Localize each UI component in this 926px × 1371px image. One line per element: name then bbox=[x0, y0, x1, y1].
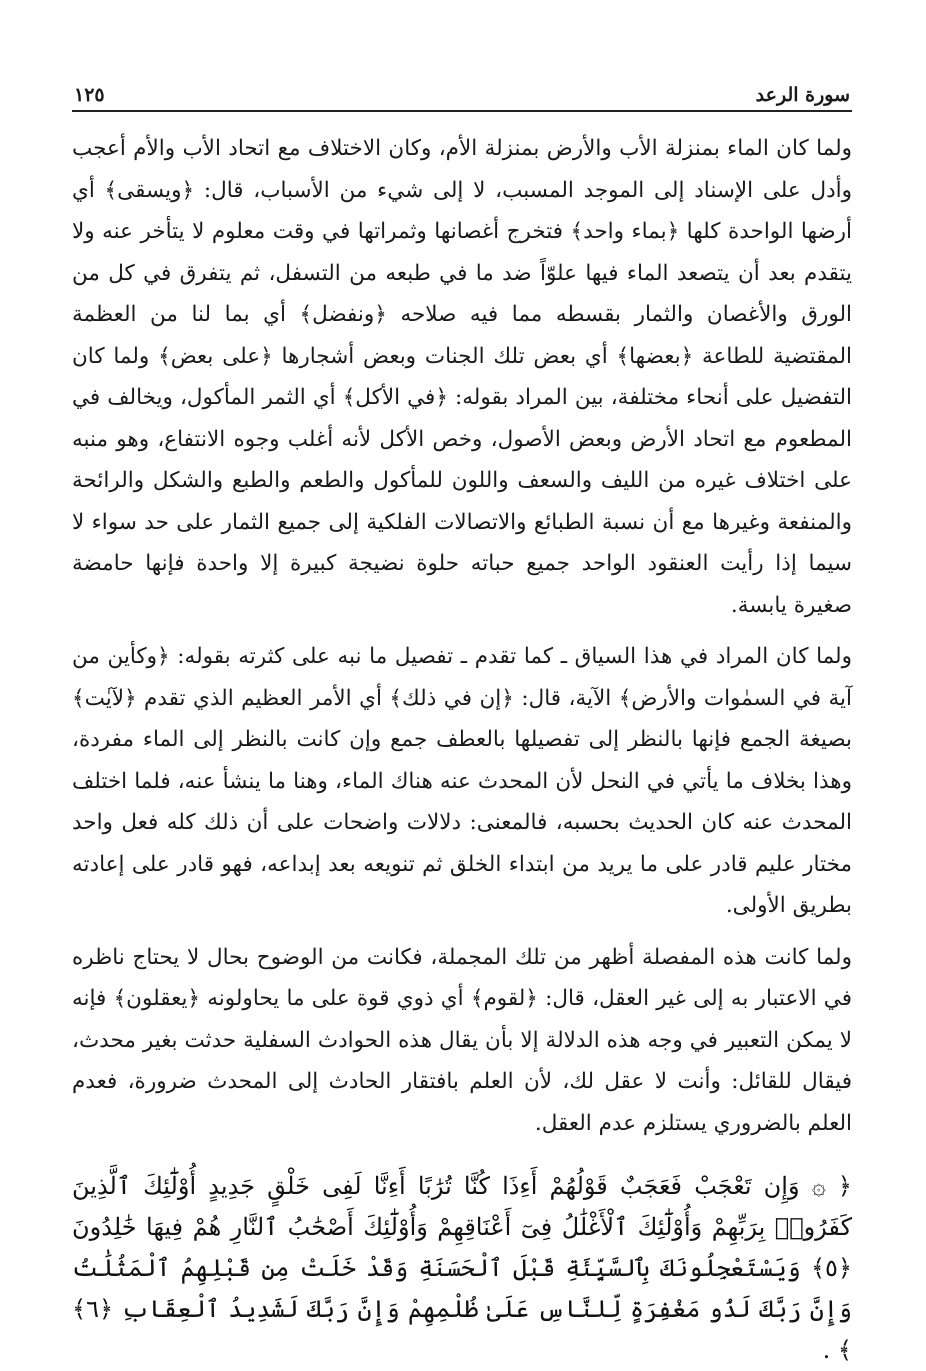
book-page bbox=[72, 70, 852, 1371]
paragraph-3: ولما كانت هذه المفصلة أظهر من تلك المجملة، فكانت من الوضوح بحال لا يحتاج ناظره في الاعتبار به إلى غير العقل، قال: ﴿لقوم﴾ أي ذوي قوة على ما يحاولونه ﴿يعقلون﴾ فإنه لا يمكن التعبير في وجه هذه الدلالة إلا بأن يقال هذه الحوادث السفلية حدثت بغير محدث، فيقال للقائل: وأنت لا عقل لك، لأن العلم بافتقار الحادث إلى المحدث ضرورة، فعدم العلم بالضروري يستلزم عدم العقل. bbox=[72, 944, 852, 1136]
body-text bbox=[72, 128, 852, 1144]
paragraph-2: ولما كان المراد في هذا السياق ـ كما تقدم ـ تفصيل ما نبه على كثرته بقوله: ﴿وكأين من آية في السمٰوات والأرض﴾ الآية، قال: ﴿إن في ذلك﴾ أي الأمر العظيم الذي تقدم ﴿لآيٰت﴾ بصيغة الجمع فإنها بالنظر إلى تفصيلها بالعطف جمع وإن كانت بالنظر إلى الماء مفردة، وهذا بخلاف ما يأتي في النحل لأن المحدث عنه هناك الماء، وهنا ما ينشأ عنه، فلما اختلف المحدث عنه كان الحديث بحسبه، فالمعنى: دلالات واضحات على أن ذلك كله فعل واحد مختار عليم قادر على ما يريد من ابتداء الخلق ثم تنويعه بعد إبداعه، فهو قادر على إعادته بطريق الأولى. bbox=[72, 644, 852, 918]
surah-title: سورة الرعد bbox=[755, 84, 850, 106]
paragraph-1: ولما كان الماء بمنزلة الأب والأرض بمنزلة الأم، وكان الاختلاف مع اتحاد الأب والأم أعجب وأدل على الإسناد إلى الموجد المسبب، لا إلى شيء من الأسباب، قال: ﴿ويسقى﴾ أي أرضها الواحدة كلها ﴿بماء واحد﴾ فتخرج أغصانها وثمراتها في وقت معلوم لا يتأخر عنه ولا يتقدم بعد أن يتصعد الماء فيها علوّاً ضد ما في طبعه من التسفل، ثم يتفرق في كل من الورق والأغصان والثمار بقسطه مما فيه صلاحه ﴿ونفضل﴾ أي بما لنا من العظمة المقتضية للطاعة ﴿بعضها﴾ أي بعض تلك الجنات وبعض أشجارها ﴿على بعض﴾ ولما كان التفضيل على أنحاء مختلفة، بين المراد بقوله: ﴿في الأكل﴾ أي الثمر المأكول، ويخالف في المطعوم مع اتحاد الأرض وبعض الأصول، وخص الأكل لأنه أغلب وجوه الانتفاع، وهو منبه على اختلاف غيره من الليف والسعف واللون للمأكول والطعم والطبع والشكل والرائحة والمنفعة وغيرها مع أن نسبة الطبائع والاتصالات الفلكية إلى جميع الثمار على حد سواء لا سيما إذا رأيت العنقود الواحد جميع حباته حلوة نضيجة كبيرة إلا واحدة فإنها حامضة صغيرة يابسة. bbox=[72, 136, 852, 618]
quran-verse-block: ﴿ ۞ وَإِن تَعْجَبْ فَعَجَبٌ قَوْلُهُمْ أَءِذَا كُنَّا تُرَٰبًا أَءِنَّا لَفِى خَلْقٍ جَدِيدٍ أُوْلَٰٓئِكَ ٱلَّذِينَ كَفَرُوا۟ بِرَبِّهِمْ وَأُوْلَٰٓئِكَ ٱلْأَغْلَٰلُ فِىٓ أَعْنَاقِهِمْ وَأُوْلَٰٓئِكَ أَصْحَٰبُ ٱلنَّارِ هُمْ فِيهَا خَٰلِدُونَ ﴿٥﴾ وَيَسْتَعْجِلُونَكَ بِٱلسَّيِّئَةِ قَبْلَ ٱلْحَسَنَةِ وَقَدْ خَلَتْ مِن قَبْلِهِمُ ٱلْمَثُلَٰتُ وَإِنَّ رَبَّكَ لَذُو مَغْفِرَةٍ لِّلنَّاسِ عَلَىٰ ظُلْمِهِمْ وَإِنَّ رَبَّكَ لَشَدِيدُ ٱلْعِقَابِ ﴿٦﴾ ﴾ . bbox=[72, 1172, 852, 1364]
page-number: ١٢٥ bbox=[74, 84, 105, 106]
running-header bbox=[72, 70, 852, 112]
